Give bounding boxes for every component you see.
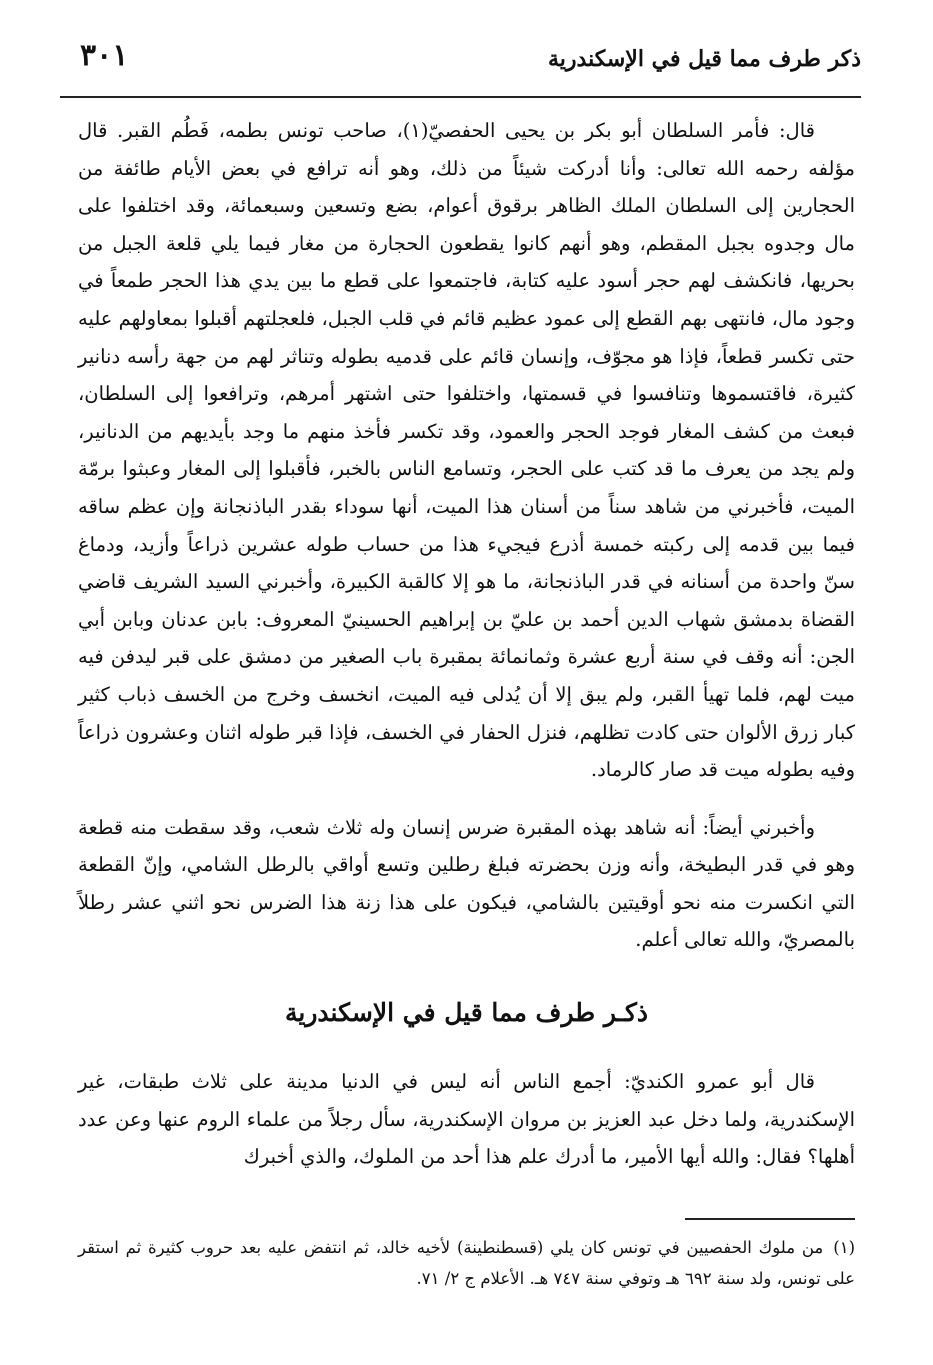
footnote bbox=[78, 1232, 855, 1294]
section-paragraph: قال أبو عمرو الكنديّ: أجمع الناس أنه ليس في الدنيا مدينة على ثلاث طبقات، غير الإسكندرية، ولما دخل عبد العزيز بن مروان الإسكندرية، سأل رجلاً من علماء الروم عنها وعن عدد أهلها؟ فقال: والله أيها الأمير، ما أدرك علم هذا أحد من الملوك، والذي أخبرك bbox=[78, 1070, 855, 1169]
footnote-text: من ملوك الحفصيين في تونس كان يلي (قسطنطينة) لأخيه خالد، ثم انتفض عليه بعد حروب كثيرة ثم استقر على تونس، ولد سنة ٦٩٢ هـ وتوفي سنة ٧٤٧ هـ. الأعلام ج ٢/ ٧١. bbox=[78, 1238, 855, 1288]
page-header bbox=[60, 38, 861, 88]
paragraph: قال: فأمر السلطان أبو بكر بن يحيى الحفصيّ(١)، صاحب تونس بطمه، فَطُم القبر. قال مؤلفه رحمه الله تعالى: وأنا أدركت شيئاً من ذلك، وهو أنه ترافع في بعض الأيام طائفة من الحجارين إلى السلطان الملك الظاهر برقوق أعوام، بضع وتسعين وسبعمائة، وقد اختلفوا على مال وجدوه بجبل المقطم، وهو أنهم كانوا يقطعون الحجارة من مغار فيما يلي قلعة الجبل من بحريها، فانكشف لهم حجر أسود عليه كتابة، فاجتمعوا على قطع ما بين يدي هذا الحجر طمعاً في وجود مال، فانتهى بهم القطع إلى عمود عظيم قائم في قلب الجبل، فلعجلتهم أقبلوا بمعاولهم عليه حتى تكسر قطعاً، فإذا هو مجوّف، وإنسان قائم على قدميه بطوله وتناثر لهم من جهة رأسه دنانير كثيرة، فاقتسموها وتنافسوا في قسمتها، واختلفوا حتى اشتهر أمرهم، وترافعوا إلى السلطان، فبعث من كشف المغار فوجد الحجر والعمود، وقد تكسر فأخذ منهم ما وجد بأيديهم من الدنانير، ولم يجد من يعرف ما قد كتب على الحجر، وتسامع الناس بالخبر، فأقبلوا إلى المغار وعبثوا برمّة الميت، فأخبرني من شاهد سناً من أسنان هذا الميت، أنها سوداء بقدر الباذنجانة وإن عظم ساقه فيما بين قدمه إلى ركبته خمسة أذرع فيجيء هذا من حساب طوله عشرين ذراعاً وأزيد، ودماغ سنّ واحدة من أسنانه في قدر الباذنجانة، ما هو إلا كالقبة الكبيرة، وأخبرني السيد الشريف قاضي القضاة بدمشق شهاب الدين أحمد بن عليّ بن إبراهيم الحسينيّ المعروف: بابن عدنان وبابن أبي الجن: أنه وقف في سنة أربع عشرة وثمانمائة بمقبرة باب الصغير من دمشق على قبر ليدفن فيه ميت لهم، فلما تهيأ القبر، ولم يبق إلا أن يُدلى فيه الميت، انخسف وخرج من الخسف ذباب كثير كبار زرق الألوان حتى كادت تظلهم، فنزل الحفار في الخسف، فإذا قبر طوله اثنان وعشرون ذراعاً وفيه بطوله ميت قد صار كالرماد. bbox=[78, 119, 855, 782]
footnote-marker: (١) bbox=[833, 1238, 855, 1257]
header-divider bbox=[60, 96, 861, 98]
footnotes bbox=[78, 1232, 855, 1294]
running-title: ذكر طرف مما قيل في الإسكندرية bbox=[547, 46, 861, 72]
paragraph: وأخبرني أيضاً: أنه شاهد بهذه المقبرة ضرس إنسان وله ثلاث شعب، وقد سقطت منه قطعة وهو في قدر البطيخة، وأنه وزن بحضرته فبلغ رطلين وتسع أواقي بالرطل الشامي، وإنّ القطعة التي انكسرت منه نحو أوقيتين بالشامي، فيكون على هذا زنة هذا الضرس نحو اثني عشر رطلاً بالمصريّ، والله تعالى أعلم. bbox=[78, 815, 855, 952]
main-text bbox=[78, 112, 855, 1176]
section-heading: ذكـر طرف مما قيل في الإسكندرية bbox=[284, 998, 648, 1028]
footnote-divider bbox=[685, 1218, 855, 1220]
page-number: ٣٠١ bbox=[80, 38, 129, 73]
